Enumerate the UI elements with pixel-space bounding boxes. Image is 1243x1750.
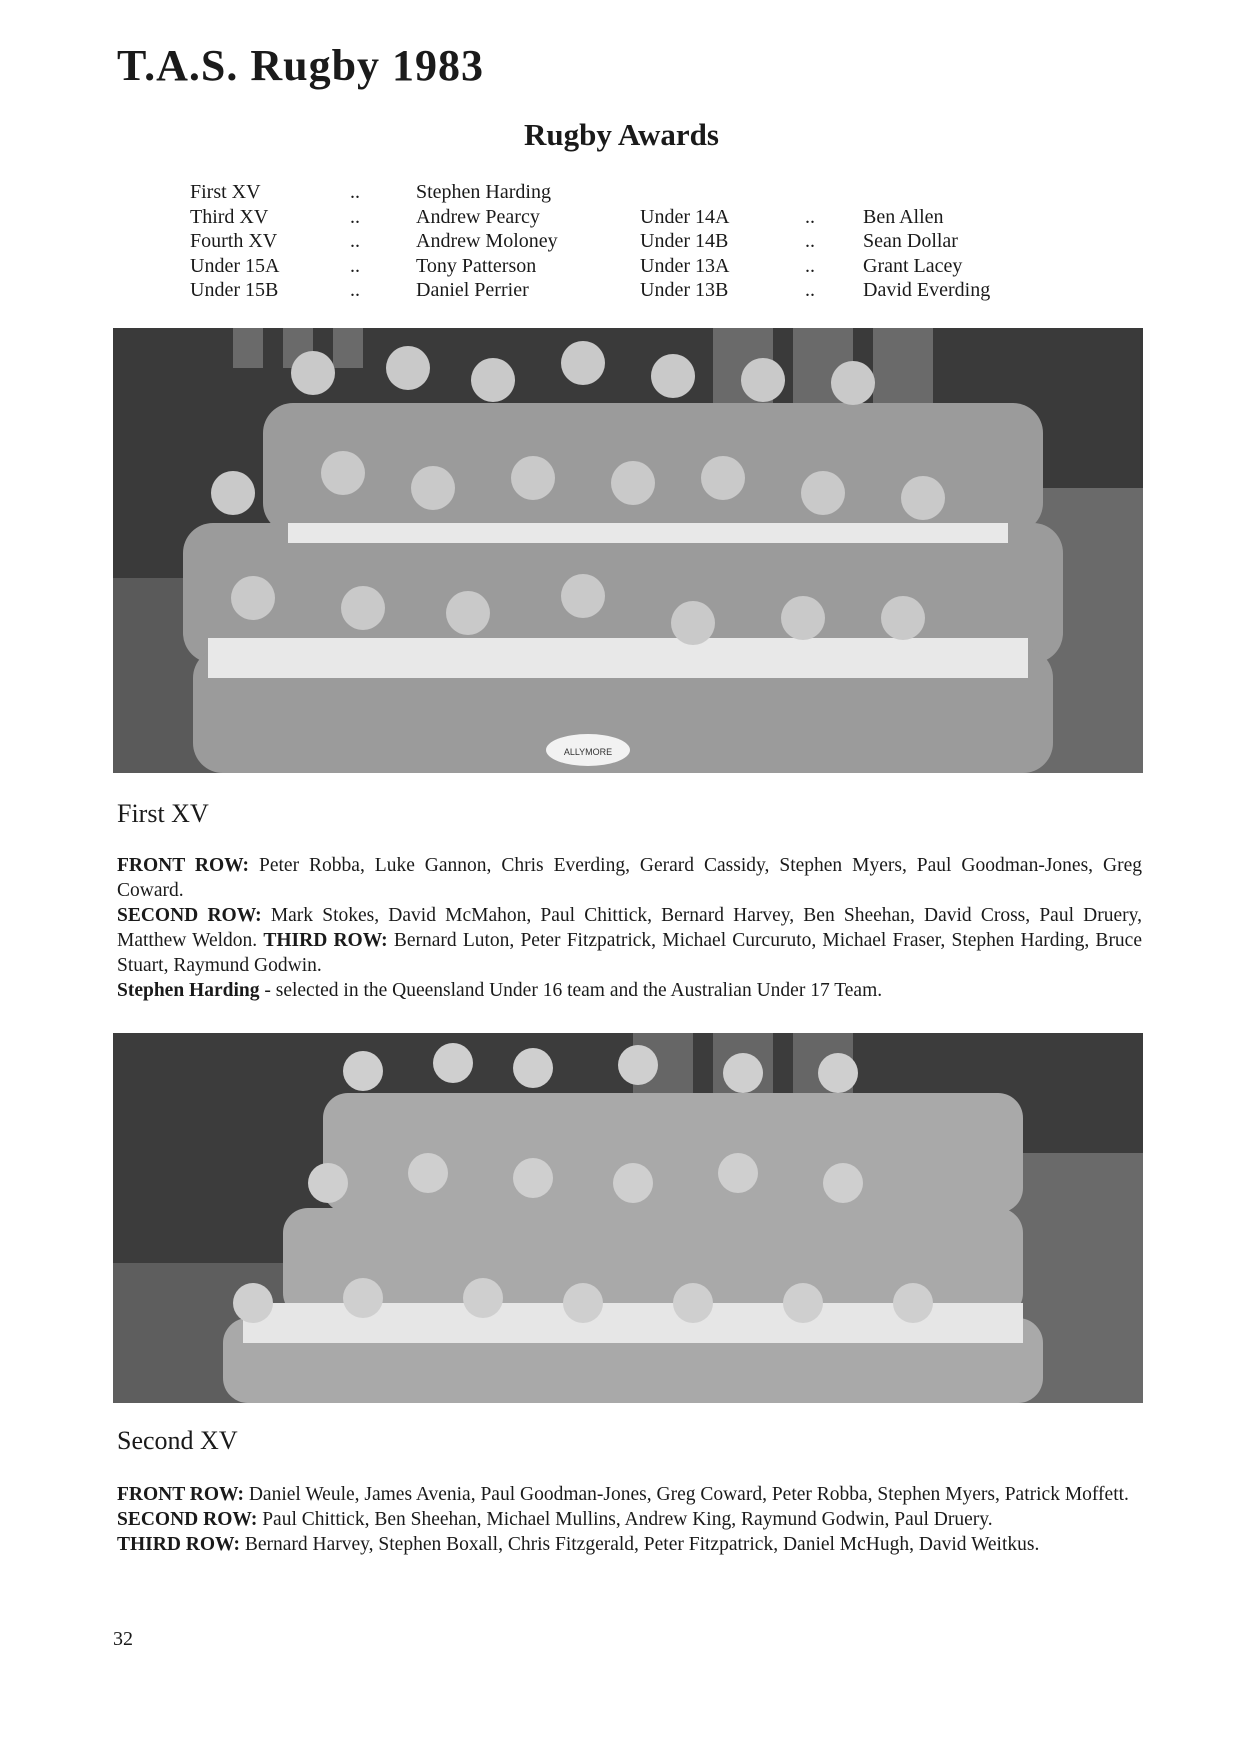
front-row-label: FRONT ROW: (117, 1484, 244, 1505)
second-row-label: SECOND ROW: (117, 1509, 258, 1530)
second-xv-front-row (117, 1482, 1142, 1507)
first-xv-front-row (117, 853, 1142, 903)
award-team: Under 13B (640, 279, 729, 301)
note-text: - selected in the Queensland Under 16 team and the Australian Under 17 Team. (264, 980, 883, 1001)
second-row-label: SECOND ROW: (117, 905, 262, 926)
award-separator: .. (805, 205, 815, 228)
front-row-names: Daniel Weule, James Avenia, Paul Goodman-Jones, Greg Coward, Peter Robba, Stephen Myers, Patrick Moffett. (248, 1484, 1129, 1505)
first-xv-photo-illustration (113, 328, 1143, 773)
front-row-label: FRONT ROW: (117, 855, 250, 876)
second-xv-photo-illustration (113, 1033, 1143, 1403)
second-xv-caption (117, 1482, 1142, 1557)
award-separator: .. (350, 181, 360, 203)
award-team: Under 14B (640, 230, 729, 252)
first-xv-heading: First XV (117, 799, 209, 828)
award-recipient: Stephen Harding (416, 181, 551, 203)
third-row-names: Bernard Luton, Peter Fitzpatrick, Michael Curcuruto, Michael Fraser, Stephen Harding, Bruce Stuart, Raymund Godwin. (117, 930, 1142, 976)
first-xv-second-third-row (117, 903, 1142, 978)
award-team: Third XV (190, 205, 269, 228)
third-row-label: THIRD ROW: (263, 930, 388, 951)
first-xv-team-photo (113, 328, 1143, 773)
page-title: T.A.S. Rugby 1983 (117, 41, 485, 90)
award-recipient: Grant Lacey (863, 254, 963, 277)
award-team: Under 13A (640, 254, 730, 277)
award-team: Under 14A (640, 205, 730, 228)
first-xv-note (117, 978, 1142, 1003)
second-xv-team-photo (113, 1033, 1143, 1403)
third-row-names: Bernard Harvey, Stephen Boxall, Chris Fitzgerald, Peter Fitzpatrick, Daniel McHugh, David Weitkus. (244, 1534, 1040, 1555)
award-recipient: Daniel Perrier (416, 279, 529, 301)
first-xv-caption (117, 853, 1142, 1003)
ball-text: ALLYMORE (563, 747, 613, 757)
award-separator: .. (805, 230, 815, 252)
front-row-names: Peter Robba, Luke Gannon, Chris Everding, Gerard Cassidy, Stephen Myers, Paul Goodman-Jones, Greg Coward. (117, 855, 1142, 901)
award-recipient: Sean Dollar (863, 230, 958, 252)
award-recipient: David Everding (863, 279, 991, 301)
second-xv-third-row (117, 1532, 1142, 1557)
award-recipient: Andrew Moloney (416, 230, 558, 252)
second-row-names: Mark Stokes, David McMahon, Paul Chittick, Bernard Harvey, Ben Sheehan, David Cross, Paul Druery, Matthew Weldon. (117, 905, 1143, 951)
award-separator: .. (350, 230, 360, 252)
third-row-label: THIRD ROW: (117, 1534, 240, 1555)
note-label: Stephen Harding (117, 980, 260, 1001)
award-team: Under 15A (190, 254, 280, 277)
award-recipient: Ben Allen (863, 205, 944, 228)
second-xv-second-row (117, 1507, 1142, 1532)
award-separator: .. (350, 279, 360, 301)
award-recipient: Tony Patterson (416, 254, 537, 277)
award-recipient: Andrew Pearcy (416, 205, 540, 228)
page-number: 32 (113, 1628, 133, 1650)
award-team: First XV (190, 181, 261, 203)
award-separator: .. (350, 205, 360, 228)
award-team: Fourth XV (190, 230, 278, 252)
second-xv-heading: Second XV (117, 1426, 238, 1455)
award-separator: .. (350, 254, 360, 277)
awards-heading: Rugby Awards (524, 117, 719, 152)
second-row-names: Paul Chittick, Ben Sheehan, Michael Mullins, Andrew King, Raymund Godwin, Paul Druery. (262, 1509, 993, 1530)
award-separator: .. (805, 279, 815, 301)
award-separator: .. (805, 254, 815, 277)
award-team: Under 15B (190, 279, 279, 301)
